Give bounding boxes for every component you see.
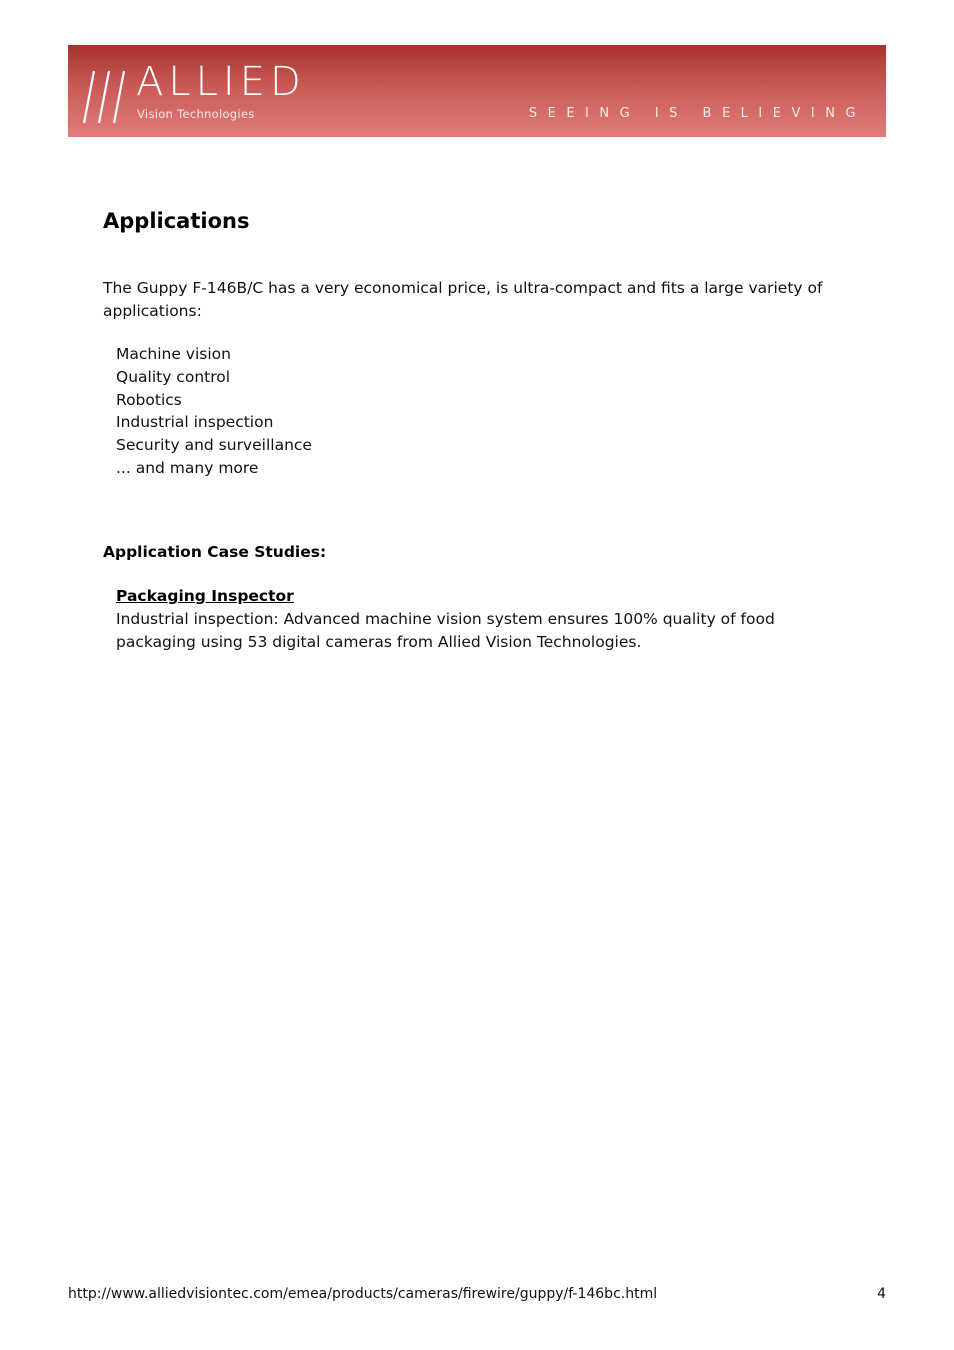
tagline: SEEING IS BELIEVING (528, 106, 866, 121)
case-studies-heading: Application Case Studies: (103, 543, 327, 561)
page-number: 4 (877, 1286, 886, 1302)
case-study-description: Industrial inspection: Advanced machine vision system ensures 100% quality of food packaging using 53 digital cameras from Allied Vision Technologies. (116, 610, 775, 651)
allied-logo (82, 59, 322, 129)
list-item: Security and surveillance (116, 436, 312, 455)
logo-wordmark: ALLIED (136, 59, 306, 105)
list-item: ... and many more (116, 458, 259, 477)
header-banner (68, 45, 886, 137)
applications-list (116, 343, 312, 480)
list-item: Robotics (116, 390, 182, 409)
logo-slashes-icon (82, 69, 134, 125)
page-title: Applications (103, 209, 250, 233)
case-study-link[interactable]: Packaging Inspector (116, 587, 294, 605)
footer-url: http://www.alliedvisiontec.com/emea/products/cameras/firewire/guppy/f-146bc.html (68, 1286, 658, 1302)
case-study-item (116, 585, 836, 654)
list-item: Machine vision (116, 345, 231, 363)
intro-paragraph: The Guppy F-146B/C has a very economical price, is ultra-compact and fits a large variety of applications: (103, 279, 823, 320)
logo-subtitle: Vision Technologies (137, 107, 255, 121)
list-item: Quality control (116, 367, 231, 386)
list-item: Industrial inspection (116, 413, 274, 432)
